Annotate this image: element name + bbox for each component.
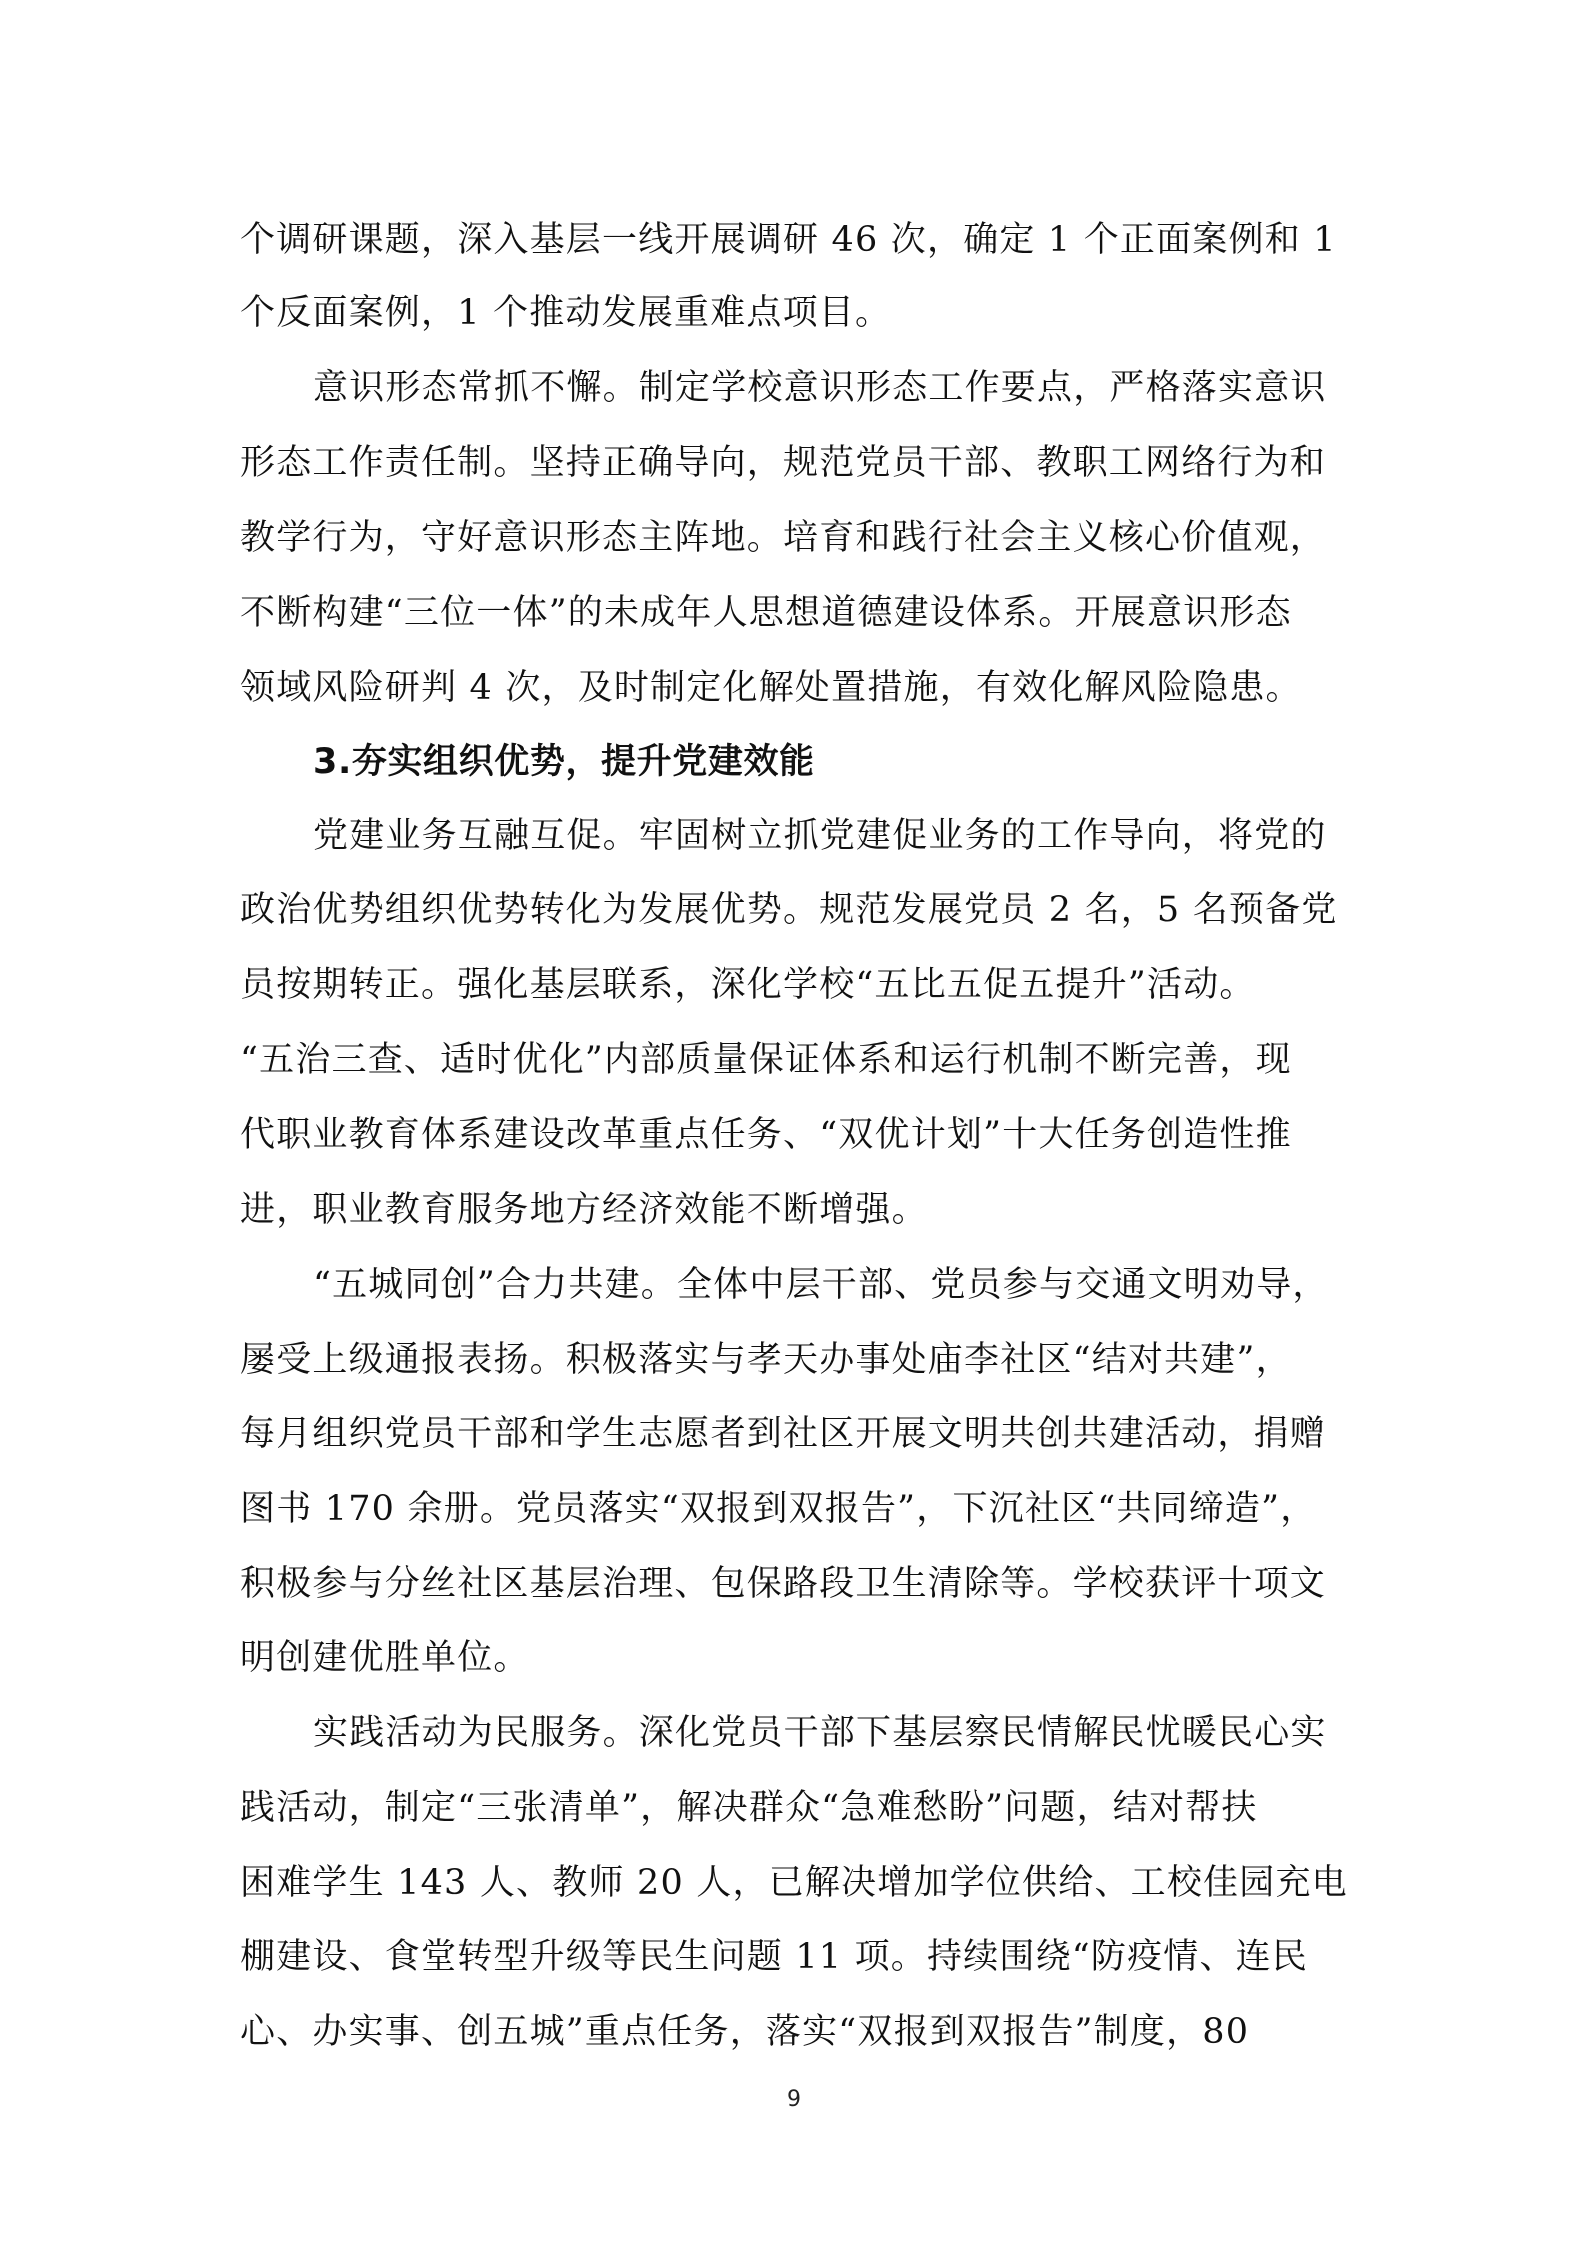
paragraph-start-line: 实践活动为民服务。深化党员干部下基层察民情解民忧暖民心实 <box>313 1713 1327 1753</box>
text-line: 图书 170 余册。党员落实“双报到双报告”，下沉社区“共同缔造”， <box>240 1489 1317 1529</box>
text-line: 政治优势组织优势转化为发展优势。规范发展党员 2 名，5 名预备党 <box>240 890 1338 930</box>
text-line: 进，职业教育服务地方经济效能不断增强。 <box>240 1190 928 1230</box>
text-line: 明创建优胜单位。 <box>240 1638 530 1678</box>
text-line: 屡受上级通报表扬。积极落实与孝天办事处庙李社区“结对共建”， <box>240 1340 1292 1380</box>
text-line: 棚建设、食堂转型升级等民生问题 11 项。持续围绕“防疫情、连民 <box>240 1937 1309 1977</box>
text-line: 代职业教育体系建设改革重点任务、“双优计划”十大任务创造性推 <box>240 1115 1292 1155</box>
text-line: 个反面案例，1 个推动发展重难点项目。 <box>240 293 892 333</box>
text-line: 心、办实事、创五城”重点任务，落实“双报到双报告”制度，80 <box>240 2012 1250 2052</box>
text-line: 积极参与分丝社区基层治理、包保路段卫生清除等。学校获评十项文 <box>240 1564 1327 1604</box>
text-line: 员按期转正。强化基层联系，深化学校“五比五促五提升”活动。 <box>240 965 1256 1005</box>
text-line: 不断构建“三位一体”的未成年人思想道德建设体系。开展意识形态 <box>240 593 1292 633</box>
text-line: 个调研课题，深入基层一线开展调研 46 次，确定 1 个正面案例和 1 <box>240 220 1337 260</box>
text-line: 践活动，制定“三张清单”，解决群众“急难愁盼”问题，结对帮扶 <box>240 1788 1258 1828</box>
paragraph-start-line: 党建业务互融互促。牢固树立抓党建促业务的工作导向，将党的 <box>313 816 1327 856</box>
text-line: 困难学生 143 人、教师 20 人，已解决增加学位供给、工校佳园充电 <box>240 1863 1348 1903</box>
text-line: 形态工作责任制。坚持正确导向，规范党员干部、教职工网络行为和 <box>240 443 1327 483</box>
paragraph-start-line: 意识形态常抓不懈。制定学校意识形态工作要点，严格落实意识 <box>313 368 1327 408</box>
page-number: 9 <box>787 2087 801 2112</box>
text-line: 每月组织党员干部和学生志愿者到社区开展文明共创共建活动，捐赠 <box>240 1414 1327 1454</box>
text-line: 教学行为，守好意识形态主阵地。培育和践行社会主义核心价值观， <box>240 518 1327 558</box>
paragraph-start-line: “五城同创”合力共建。全体中层干部、党员参与交通文明劝导， <box>313 1265 1329 1305</box>
text-line: 领域风险研判 4 次，及时制定化解处置措施，有效化解风险隐患。 <box>240 668 1302 708</box>
text-line: “五治三查、适时优化”内部质量保证体系和运行机制不断完善，现 <box>240 1040 1292 1080</box>
section-heading: 3.夯实组织优势，提升党建效能 <box>313 742 815 782</box>
